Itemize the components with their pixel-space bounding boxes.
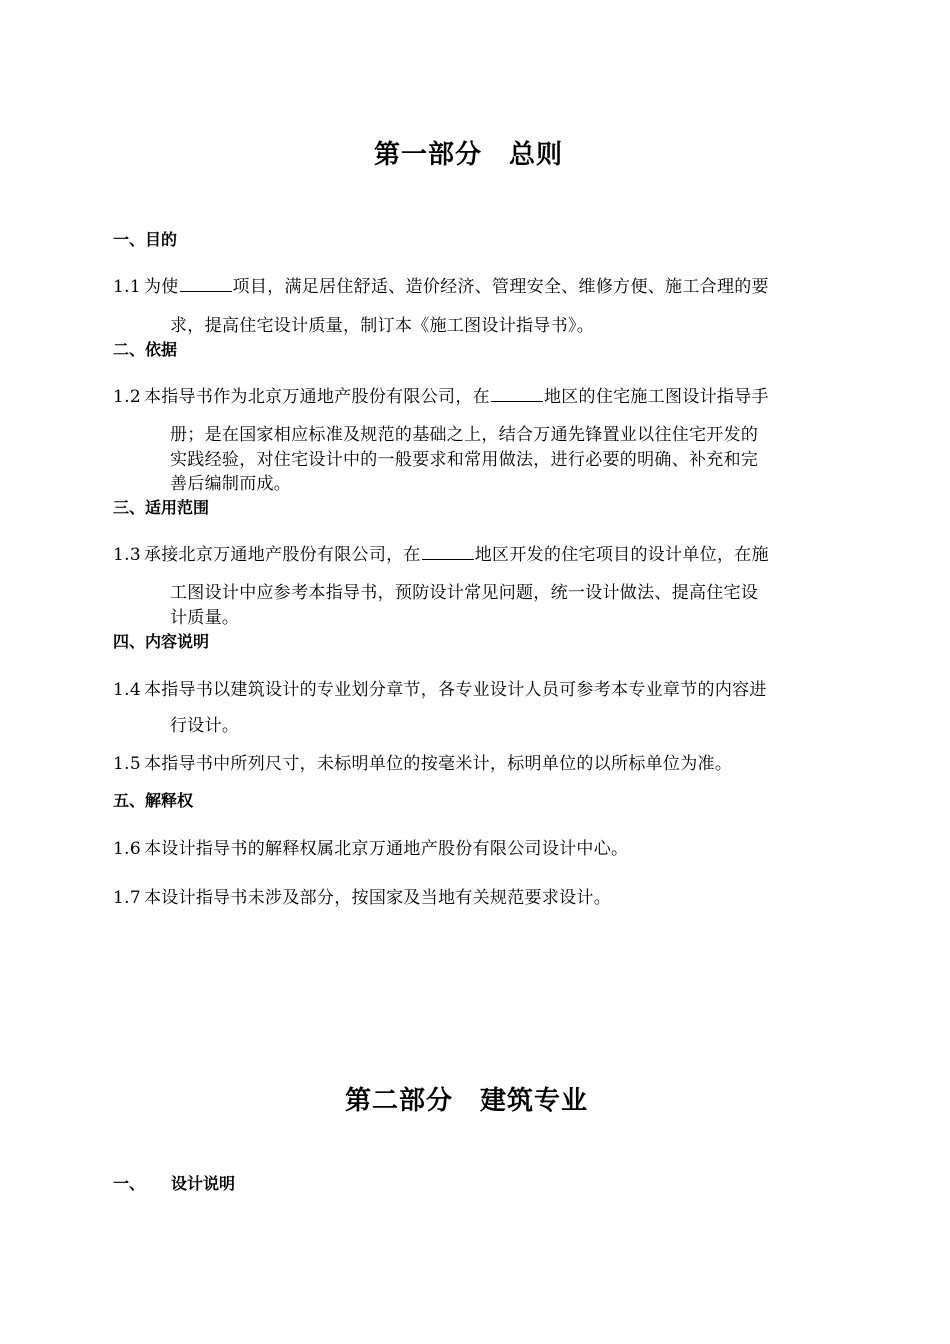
item-number: 1.7 [113,888,141,908]
item-number: 1.4 [113,680,141,700]
item-1-2-continuation: 册；是在国家相应标准及规范的基础之上，结合万通先锋置业以往住宅开发的 [170,425,759,445]
part2-section-number: 一、 [113,1174,146,1193]
item-number: 1.1 [113,277,141,297]
item-text: 地区开发的住宅项目的设计单位，在施 [474,545,769,565]
item-text: 本指导书中所列尺寸，未标明单位的按毫米计，标明单位的以所标单位为准。 [143,754,733,774]
item-1-1-continuation: 求，提高住宅设计质量，制订本《施工图设计指导书》。 [170,316,594,336]
item-text: 地区的住宅施工图设计指导手 [543,387,769,407]
item-1-4 [113,675,767,700]
item-1-2-continuation: 实践经验，对住宅设计中的一般要求和常用做法，进行必要的明确、补充和完 [170,450,759,470]
section-heading-scope: 三、适用范围 [113,498,210,517]
fill-blank [422,545,474,560]
section-heading-interpretation: 五、解释权 [113,791,194,810]
fill-blank [491,387,543,402]
item-text: 本指导书作为北京万通地产股份有限公司，在 [143,387,490,407]
item-1-3-continuation: 计质量。 [170,608,240,628]
section-heading-content: 四、内容说明 [113,632,210,651]
part2-title: 第二部分 建筑专业 [345,1086,589,1116]
item-text: 本设计指导书未涉及部分，按国家及当地有关规范要求设计。 [143,888,612,908]
item-number: 1.3 [113,545,141,565]
item-text: 为使 [143,277,179,297]
item-1-7 [113,883,611,908]
part1-title: 第一部分 总则 [374,140,564,170]
item-text: 项目，满足居住舒适、造价经济、管理安全、维修方便、施工合理的要 [232,277,769,297]
item-1-2-continuation: 善后编制而成。 [170,474,292,494]
fill-blank [180,277,232,292]
item-1-6 [113,834,628,859]
item-1-4-continuation: 行设计。 [170,716,240,736]
item-number: 1.5 [113,754,141,774]
section-heading-purpose: 一、目的 [113,230,178,249]
item-text: 本设计指导书的解释权属北京万通地产股份有限公司设计中心。 [143,839,629,859]
item-1-3 [113,540,769,565]
item-1-2 [113,382,769,407]
item-text: 承接北京万通地产股份有限公司，在 [143,545,421,565]
item-1-3-continuation: 工图设计中应参考本指导书，预防设计常见问题，统一设计做法、提高住宅设 [170,583,759,603]
part2-section-heading: 设计说明 [171,1174,236,1193]
item-text: 本指导书以建筑设计的专业划分章节，各专业设计人员可参考本专业章节的内容进 [143,680,767,700]
item-1-5 [113,749,732,774]
item-number: 1.2 [113,387,141,407]
section-heading-basis: 二、依据 [113,340,178,359]
item-1-1 [113,272,769,297]
item-number: 1.6 [113,839,141,859]
